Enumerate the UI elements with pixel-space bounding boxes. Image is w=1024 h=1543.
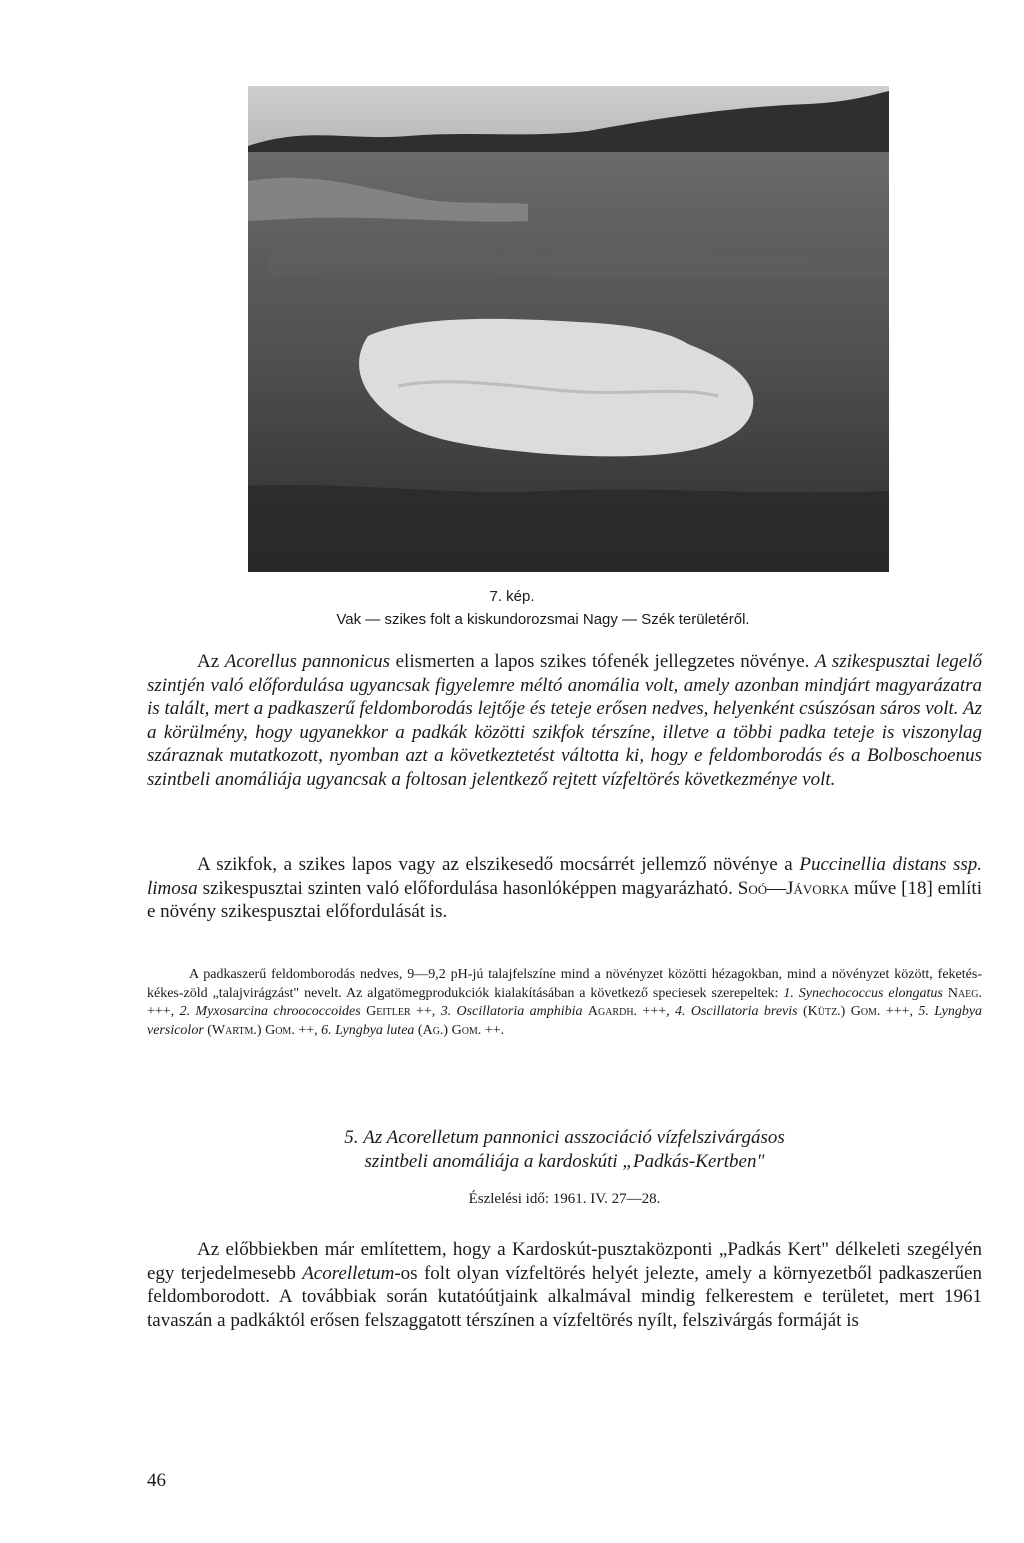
- figure-caption: Vak — szikes folt a kiskundorozsmai Nagy — Szék területéről.: [336, 611, 750, 628]
- paragraph-algae: [147, 966, 982, 1040]
- species-name: 6. Lyngbya lutea: [321, 1022, 415, 1038]
- paragraph-padkas-kert: [147, 1238, 982, 1332]
- section-number: 5.: [344, 1127, 359, 1148]
- observation-date: Észlelési idő: 1961. IV. 27—28.: [468, 1191, 661, 1207]
- species-rating: ++,: [298, 1022, 318, 1038]
- section-title-part-a: Az: [363, 1127, 387, 1148]
- para4-text-1: Az előbbiekben már említettem, hogy a Kardoskút-pusztaközponti „Padkás Kert" délkeleti szegélyén egy terjedelmesebb: [147, 1239, 982, 1284]
- paragraph-acorellus: [147, 650, 982, 791]
- para2-text-1: A szikfok, a szikes lapos vagy az elszikesedő mocsárrét jellemző növénye a: [197, 854, 800, 875]
- species-name: 3. Oscillatoria amphibia: [440, 1004, 583, 1019]
- para2-text-2: szikespusztai szinten való előfordulása hasonlóképpen magyarázható.: [197, 877, 738, 899]
- species-name: 2. Myxosarcina chroococcoides: [179, 1004, 361, 1019]
- para2-authors: Soó—Jávorka: [737, 877, 850, 899]
- para1-species-name: Acorellus pannonicus: [224, 651, 391, 672]
- section-title-line2: szintbeli anomáliája a kardoskúti „Padkás-Kertben": [364, 1150, 765, 1172]
- species-author: Agardh.: [587, 1004, 638, 1019]
- species-item: [441, 1004, 670, 1019]
- species-rating: +++,: [642, 1004, 670, 1019]
- species-name: 5. Lyngbya versicolor: [147, 1004, 983, 1038]
- para4-association-name: Acorelletum: [302, 1262, 395, 1284]
- species-item: [180, 1004, 436, 1019]
- species-name: 4. Oscillatoria brevis: [674, 1004, 798, 1019]
- species-rating: +++,: [147, 1004, 175, 1019]
- species-author: Geitler: [366, 1004, 411, 1019]
- para4-text-2: -os folt olyan vízfeltörés helyét jelezte, amely a környezetből padkaszerűen feldomborodott. A továbbiak során kutatóútjaink alkalmával mindig felkerestem e területet, mert 1961 tavaszán a padkáktól erősen felszaggatott térszínen a vízfeltörés nyílt, felszivárgás formáját is: [147, 1262, 982, 1331]
- species-author: (Wartm.) Gom.: [207, 1022, 295, 1038]
- paragraph-puccinellia: [147, 853, 982, 924]
- para1-italic-body: A szikespusztai legelő szintjén való előfordulása ugyancsak figyelemre méltó anomália volt, amely azonban mindjárt magyarázatra is talált, mert a padkaszerű feldomborodás lejtője és teteje erősen nedves, helyenként csúszósan sáros volt. Az a körülmény, hogy ugyanekkor a padkák közötti szikfok térszíne, illetve a többi padka teteje is viszonylag száraznak mutatkozott, nyomban azt a következtetést váltotta ki, hogy e feldomborodás és a Bolboschoenus szintbeli anomáliája ugyancsak a foltosan jelentkező rejtett vízfeltörés következménye volt.: [147, 651, 983, 790]
- para3-intro: A padkaszerű feldomborodás nedves, 9—9,2 pH-jú talajfelszíne mind a növényzet közötti hézagokban, mind a növényzet között, feketés-kékes-zöld „talajvirágzást" nevelt. Az algatömegprodukciók kialakításában a következő speciesek szerepeltek:: [147, 967, 982, 1001]
- species-item: [321, 1023, 504, 1038]
- species-rating: ++.: [484, 1022, 505, 1038]
- species-name: 1. Synechococcus elongatus: [783, 985, 943, 1001]
- para1-text-2: elismerten a lapos szikes tófenék jellegzetes növénye.: [390, 651, 810, 672]
- species-author: (Ag.) Gom.: [417, 1022, 482, 1038]
- section-title-part-b: Acorelletum pannonici: [386, 1127, 560, 1148]
- species-rating: ++,: [416, 1004, 436, 1019]
- section-heading: [147, 1126, 982, 1173]
- para1-text-1: Az: [197, 651, 225, 672]
- species-rating: +++,: [885, 1004, 913, 1019]
- para2-text-3: műve [18] említi e növény szikespusztai előfordulását is.: [147, 877, 982, 922]
- landscape-photo: [248, 86, 889, 572]
- page-number: 46: [147, 1470, 166, 1491]
- species-author: Naeg.: [947, 985, 982, 1001]
- species-item: [675, 1004, 913, 1019]
- section-title-part-c: asszociáció vízfelszivárgásos: [559, 1127, 785, 1148]
- figure-number: 7. kép.: [489, 588, 535, 605]
- para2-species-name: Puccinellia distans ssp. limosa: [147, 854, 983, 899]
- species-author: (Kütz.) Gom.: [802, 1004, 881, 1019]
